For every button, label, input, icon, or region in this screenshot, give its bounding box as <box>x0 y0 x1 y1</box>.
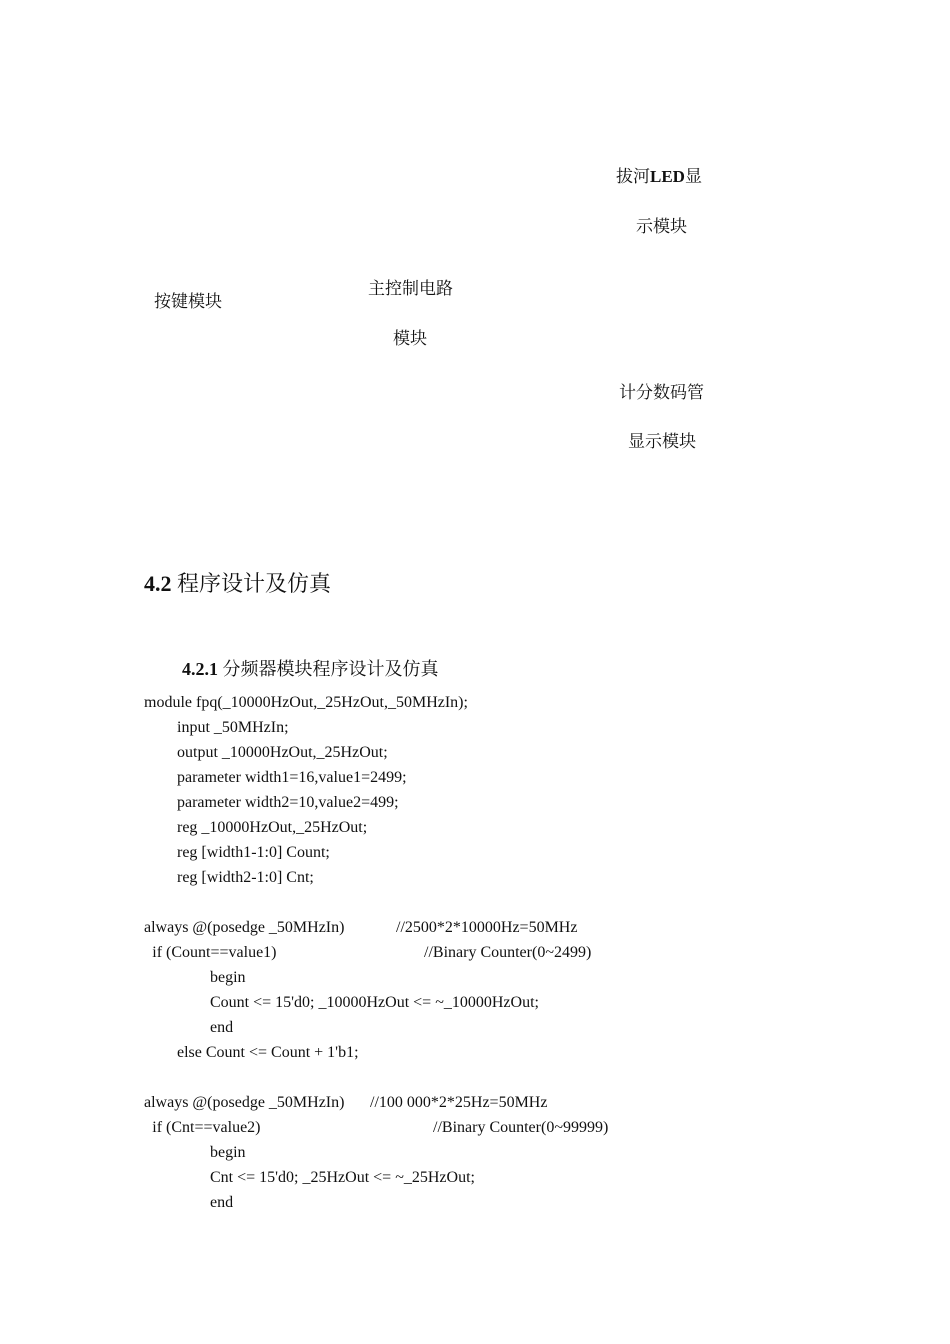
code-line: module fpq(_10000HzOut,_25HzOut,_50MHzIn); <box>144 694 468 711</box>
code-line: else Count <= Count + 1'b1; <box>177 1044 359 1061</box>
code-line: Count <= 15'd0; _10000HzOut <= ~_10000HzOut; <box>210 994 539 1011</box>
code-line: reg _10000HzOut,_25HzOut; <box>177 819 368 836</box>
code-line: begin <box>210 969 246 986</box>
section-number: 4.2 <box>144 571 172 596</box>
code-line: parameter width1=16,value1=2499; <box>177 769 407 786</box>
subsection-title: 分频器模块程序设计及仿真 <box>222 659 439 679</box>
code-comment: //100 000*2*25Hz=50MHz <box>370 1094 548 1111</box>
code-listing <box>0 693 950 1223</box>
led-display-module-label-line2: 示模块 <box>636 217 687 236</box>
led-display-module-label-line1: 拔河LED显 <box>616 167 702 186</box>
code-line: end <box>210 1019 234 1036</box>
code-line: output _10000HzOut,_25HzOut; <box>177 744 388 761</box>
code-comment: //2500*2*10000Hz=50MHz <box>396 919 578 936</box>
main-control-label-line1: 主控制电路 <box>368 279 453 298</box>
code-line: begin <box>210 1144 246 1161</box>
code-line: if (Count==value1) <box>152 944 277 961</box>
code-comment: //Binary Counter(0~2499) <box>424 944 592 961</box>
score-display-module-label-line1: 计分数码管 <box>619 383 704 402</box>
code-line: Cnt <= 15'd0; _25HzOut <= ~_25HzOut; <box>210 1169 475 1186</box>
score-display-module-label-line2: 显示模块 <box>628 432 696 451</box>
subsection-heading <box>182 658 439 680</box>
code-line: input _50MHzIn; <box>177 719 289 736</box>
code-line: reg [width2-1:0] Cnt; <box>177 869 314 886</box>
section-heading <box>144 571 331 597</box>
subsection-number: 4.2.1 <box>182 659 218 679</box>
code-line: end <box>210 1194 234 1211</box>
code-line: always @(posedge _50MHzIn) <box>144 1094 345 1111</box>
code-line: if (Cnt==value2) <box>152 1119 261 1136</box>
code-line: parameter width2=10,value2=499; <box>177 794 399 811</box>
code-line: reg [width1-1:0] Count; <box>177 844 330 861</box>
code-line: always @(posedge _50MHzIn) <box>144 919 345 936</box>
section-title: 程序设计及仿真 <box>177 571 332 596</box>
code-comment: //Binary Counter(0~99999) <box>433 1119 609 1136</box>
main-control-label-line2: 模块 <box>393 329 427 348</box>
key-module-label: 按键模块 <box>154 292 222 311</box>
